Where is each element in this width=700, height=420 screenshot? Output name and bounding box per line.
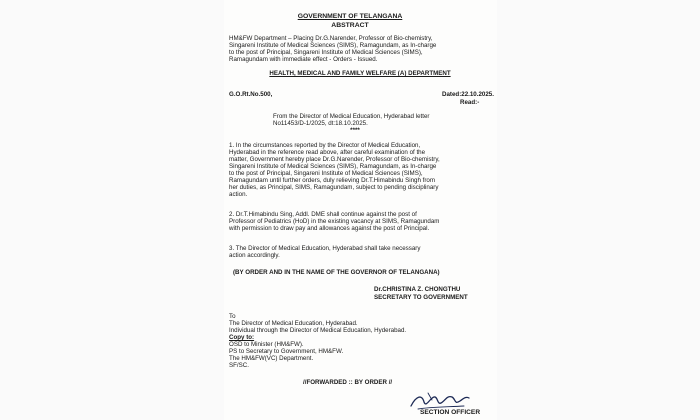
paragraph-2-line: 2. Dr.T.Himabindu Sing, Addl. DME shall continue against the post of	[229, 211, 417, 218]
subject-line: Ramagundam with immediate effect - Orders - Issued.	[229, 56, 378, 63]
reference-line: From the Director of Medical Education, Hyderabad letter	[273, 113, 430, 120]
paragraph-1-line: Singareni Institute of Medical Sciences (SIMS), Ramagundam, as In-charge	[229, 163, 437, 170]
forwarded-line: //FORWARDED :: BY ORDER //	[303, 379, 393, 386]
paragraph-2-line: with permission to draw pay and allowances against the post of Principal.	[229, 225, 430, 232]
paragraph-1-line: matter, Government hereby place Dr.G.Narender, Professor of Bio-chemistry,	[229, 156, 440, 163]
read-label: Read:-	[460, 99, 480, 106]
order-date: Dated:22.10.2025.	[442, 91, 494, 98]
copy-line: OSD to Minister (HM&FW).	[229, 341, 304, 348]
paragraph-1-line: Ramagundam until further orders, duly relieving Dr.T.Himabindu Singh from	[229, 177, 435, 184]
paragraph-3-line: action accordingly.	[229, 252, 280, 259]
copy-line: The HM&FW(VC) Department.	[229, 355, 314, 362]
paragraph-1-line: 1. In the circumstances reported by the Director of Medical Education,	[229, 142, 421, 149]
copy-line: SF/SC.	[229, 362, 249, 369]
to-line: Individual through the Director of Medical Education, Hyderabad.	[229, 327, 407, 334]
department-heading: HEALTH, MEDICAL AND FAMILY WELFARE (A) DEPARTMENT	[269, 70, 451, 77]
signatory-title: SECRETARY TO GOVERNMENT	[374, 294, 468, 301]
governor-order-line: (BY ORDER AND IN THE NAME OF THE GOVERNOR OF TELANGANA)	[233, 269, 440, 276]
reference-line: No11453/D-1/2025, dt:18.10.2025.	[273, 120, 368, 127]
copy-line: PS to Secretary to Government, HM&FW.	[229, 348, 344, 355]
paragraph-1-line: to the post of Principal, Singareni Institute of Medical Sciences (SIMS),	[229, 170, 423, 177]
government-title: GOVERNMENT OF TELANGANA	[297, 13, 403, 20]
subject-line: HM&FW Department – Placing Dr.G.Narender, Professor of Bio-chemistry,	[229, 35, 433, 42]
to-line: The Director of Medical Education, Hyderabad.	[229, 320, 358, 327]
signatory-name: Dr.CHRISTINA Z. CHONGTHU	[374, 286, 461, 293]
separator-stars: ****	[350, 127, 360, 134]
to-label: To	[229, 313, 236, 320]
order-number: G.O.Rt.No.500,	[229, 91, 273, 98]
paragraph-1-line: action.	[229, 191, 248, 198]
paragraph-1-line: Hyderabad in the reference read above, after careful examination of the	[229, 149, 426, 156]
section-officer-label: SECTION OFFICER	[420, 409, 481, 416]
abstract-label: ABSTRACT	[331, 22, 369, 29]
paragraph-1-line: her duties, as Principal, SIMS, Ramagundam, subject to pending disciplinary	[229, 184, 439, 191]
subject-line: Singareni Institute of Medical Sciences (SIMS), Ramagundam, as In-charge	[229, 42, 437, 49]
paragraph-3-line: 3. The Director of Medical Education, Hyderabad shall take necessary	[229, 245, 421, 252]
copy-to-label: Copy to:	[229, 334, 255, 341]
paragraph-2-line: Professor of Pediatrics (HoD) in the existing vacancy at SIMS, Ramagundam	[229, 218, 440, 225]
subject-line: to the post of Principal, Singareni Institute of Medical Sciences (SIMS),	[229, 49, 423, 56]
